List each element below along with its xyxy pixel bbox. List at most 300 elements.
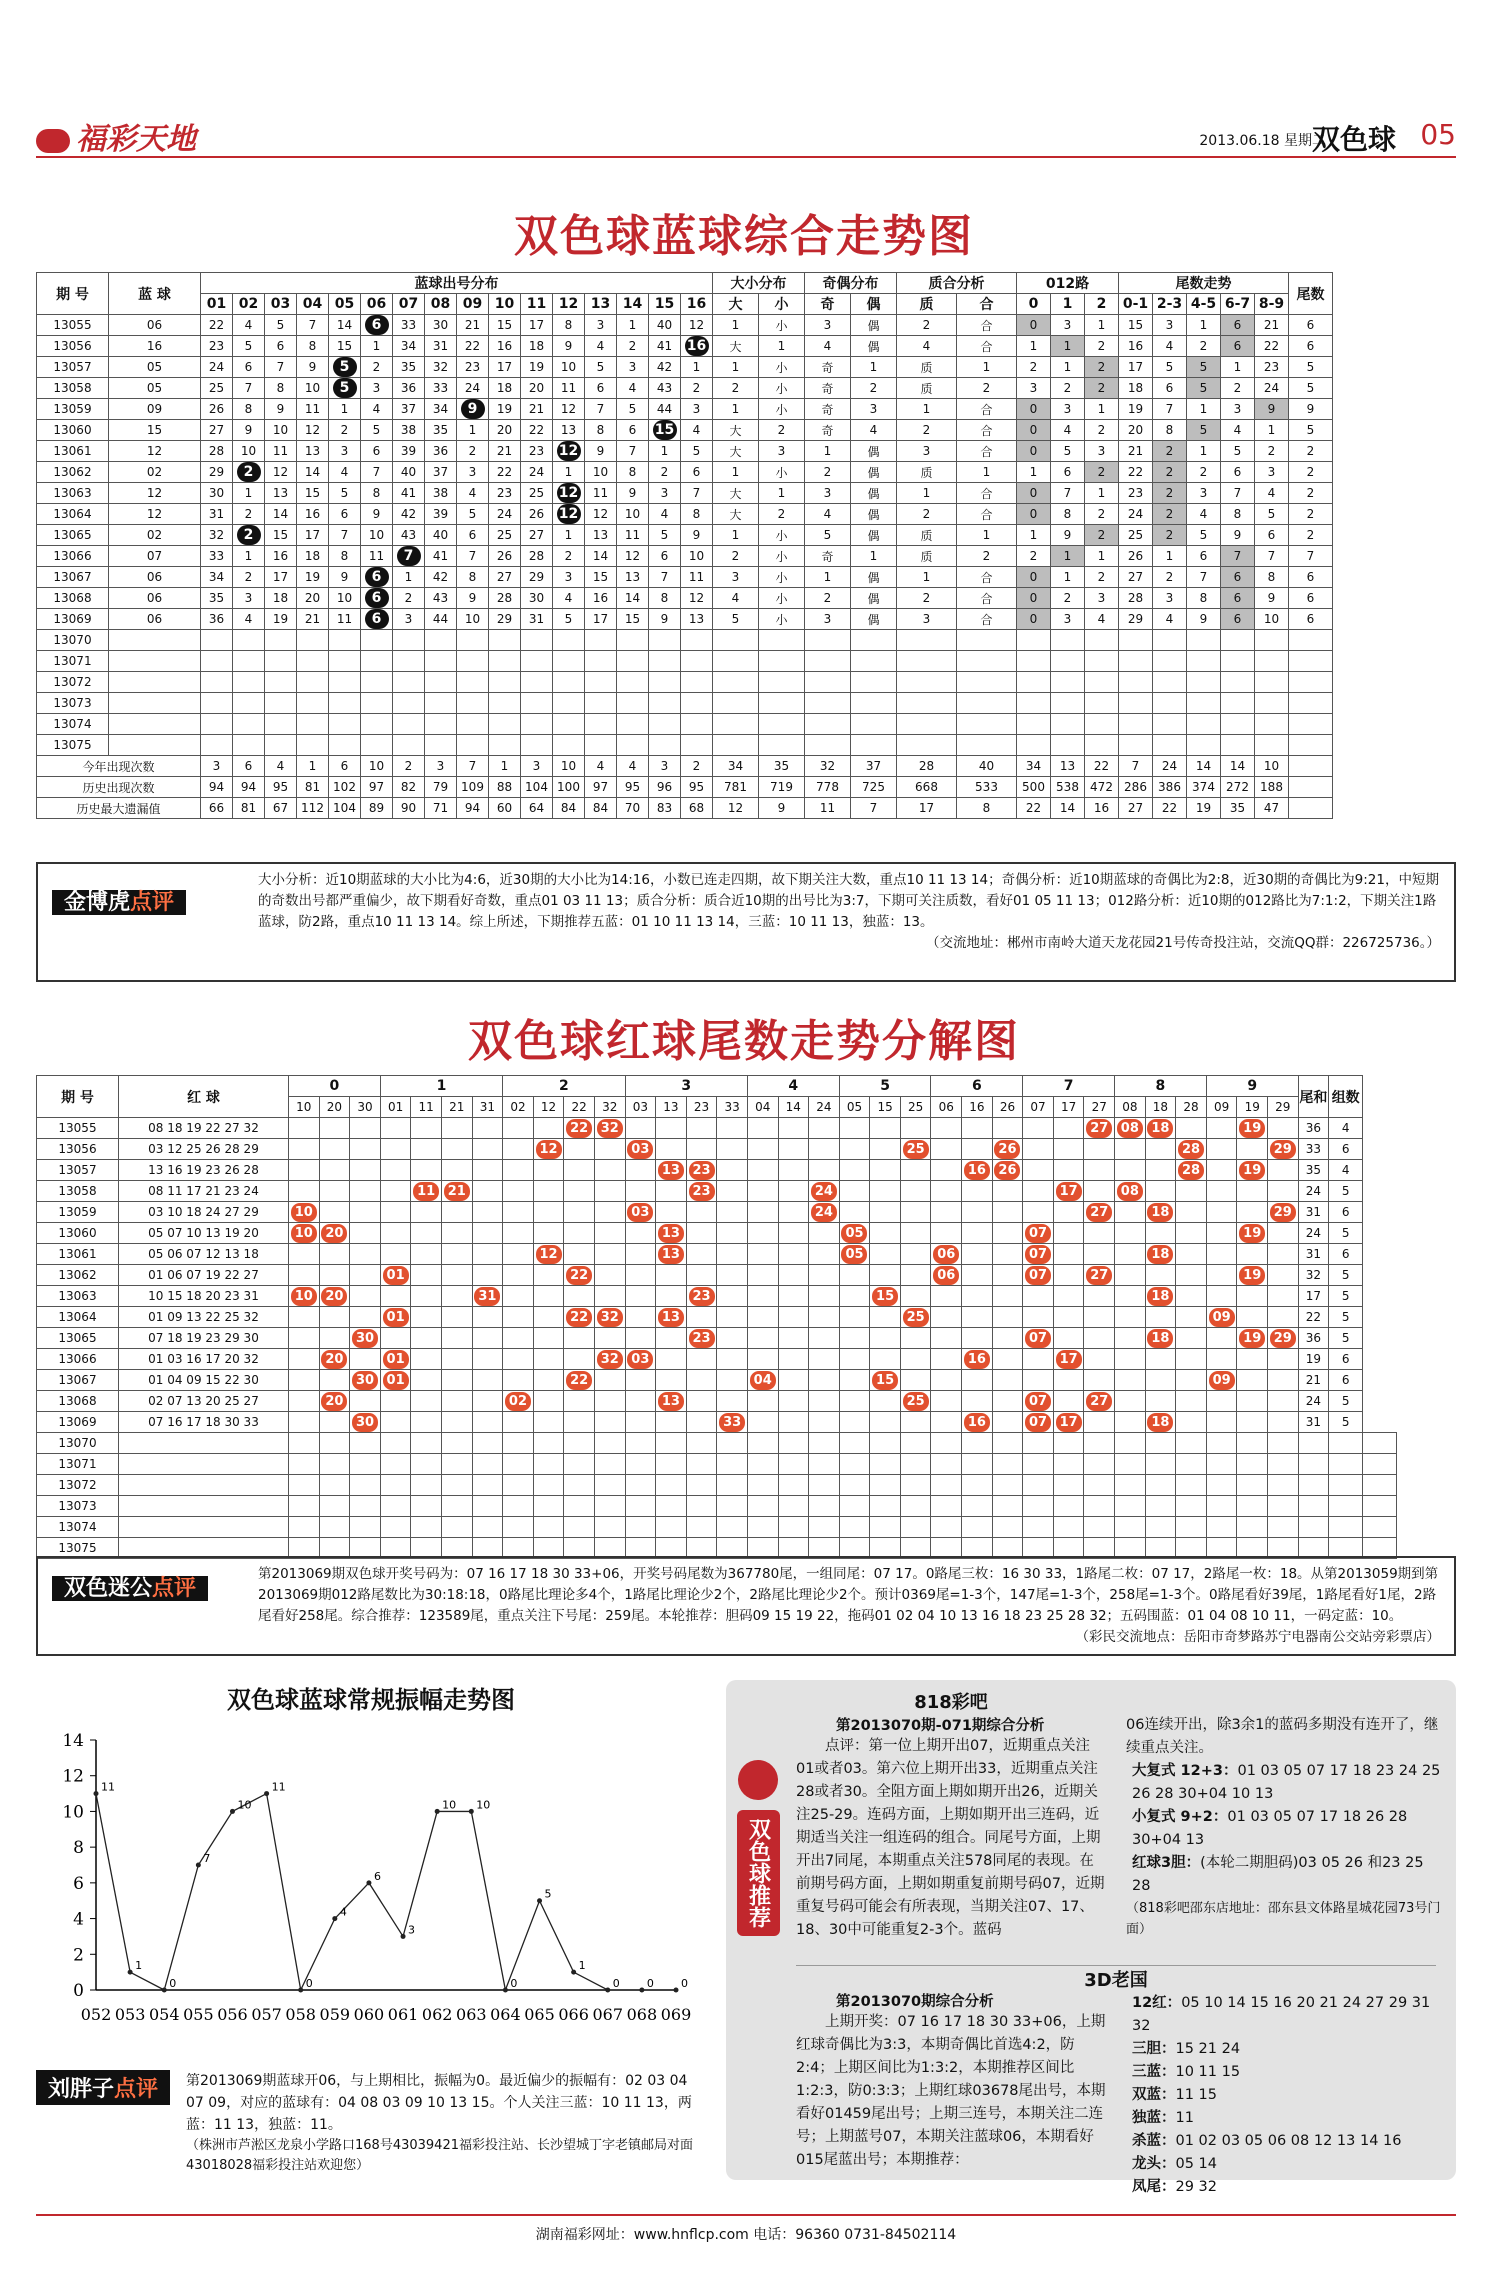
data-point [571, 1970, 576, 1975]
table-cell: 7 [457, 756, 489, 777]
table-cell: 9 [361, 504, 393, 525]
table-cell [380, 1202, 411, 1223]
table-cell: 29 [521, 567, 553, 588]
table-cell: 500 [1017, 777, 1051, 798]
hit-cell [289, 1202, 320, 1223]
table-cell: 1 [1221, 357, 1255, 378]
table-cell [931, 1181, 962, 1202]
table-cell [900, 1286, 931, 1307]
table-cell: 7 [1187, 567, 1221, 588]
table-cell: 10 [361, 756, 393, 777]
hit-cell [625, 1202, 656, 1223]
table-cell [533, 1202, 564, 1223]
col-bigsmall: 大小分布 [713, 273, 805, 294]
table-cell: 1 [897, 567, 957, 588]
pick-line [1126, 2061, 1441, 2084]
table-cell: 6 [329, 756, 361, 777]
red-ball-mark: 23 [689, 1287, 715, 1306]
y-tick-label: 10 [62, 1802, 84, 1823]
table-cell [747, 1160, 778, 1181]
table-cell: 3 [1051, 609, 1085, 630]
table-cell: 41 [393, 483, 425, 504]
table-cell [297, 630, 329, 651]
table-cell [656, 1181, 687, 1202]
table-cell [1051, 714, 1085, 735]
red-ball-mark: 25 [903, 1308, 929, 1327]
table-cell: 24 [457, 378, 489, 399]
blue-ball-mark: 16 [685, 336, 709, 356]
table-cell: 1 [1187, 441, 1221, 462]
table-cell [411, 1391, 442, 1412]
pick-key: 杀蓝： [1132, 2133, 1176, 2149]
hit-cell [594, 1307, 625, 1328]
table-cell: 1 [1085, 546, 1119, 567]
hit-cell [361, 315, 393, 336]
group-cell: 6 [1329, 1370, 1363, 1391]
table-cell [289, 1475, 320, 1496]
table-cell [411, 1307, 442, 1328]
period-cell: 13064 [37, 1307, 119, 1328]
table-cell [839, 1349, 870, 1370]
table-cell: 27 [201, 420, 233, 441]
table-cell: 20 [297, 588, 329, 609]
table-cell [1289, 651, 1333, 672]
data-point [264, 1791, 269, 1796]
red-ball-mark: 03 [627, 1140, 653, 1159]
table-cell [329, 651, 361, 672]
red-numbers-cell: 03 10 18 24 27 29 [119, 1202, 289, 1223]
table-cell: 2 [957, 546, 1017, 567]
table-cell [957, 672, 1017, 693]
table-cell: 36 [425, 441, 457, 462]
table-cell: 1 [957, 462, 1017, 483]
pick-line [1126, 2153, 1441, 2176]
table-cell: 2 [393, 588, 425, 609]
table-cell: 2 [1153, 441, 1187, 462]
table-cell [686, 1433, 717, 1454]
table-cell [1145, 1349, 1176, 1370]
logo-text: 福彩天地 [76, 122, 196, 157]
table-cell [201, 735, 233, 756]
table-cell [533, 1496, 564, 1517]
table-cell: 8 [361, 483, 393, 504]
table-cell: 13 [297, 441, 329, 462]
table-cell: 7 [1119, 756, 1153, 777]
table-cell [1268, 1349, 1299, 1370]
table-cell [553, 735, 585, 756]
group-cell: 5 [1329, 1328, 1363, 1349]
table-cell [1237, 1454, 1268, 1475]
table-cell: 24 [1153, 756, 1187, 777]
table-cell [457, 672, 489, 693]
col-num: 06 [361, 294, 393, 315]
table-cell [1363, 1475, 1397, 1496]
pick-key: 三胆： [1132, 2041, 1176, 2057]
col-num: 11 [521, 294, 553, 315]
table-cell: 13 [681, 609, 713, 630]
table-cell: 1 [1153, 546, 1187, 567]
table-cell [809, 1286, 840, 1307]
hit-cell [1237, 1223, 1268, 1244]
period-cell: 13075 [37, 735, 109, 756]
red-ball-mark: 27 [1086, 1266, 1112, 1285]
table-cell [1053, 1454, 1084, 1475]
table-cell: 11 [329, 609, 361, 630]
table-cell [472, 1244, 503, 1265]
table-cell [992, 1328, 1023, 1349]
table-cell: 奇 [805, 378, 851, 399]
red-ball-mark: 30 [352, 1413, 378, 1432]
table-cell: 2 [617, 336, 649, 357]
table-cell [411, 1202, 442, 1223]
blue-ball-mark: 2 [237, 525, 261, 545]
table-cell [350, 1391, 381, 1412]
y-tick-label: 2 [73, 1945, 84, 1966]
table-cell: 7 [1153, 399, 1187, 420]
table-cell: 12 [617, 546, 649, 567]
blue-number-cell: 15 [109, 420, 201, 441]
table-cell [1221, 651, 1255, 672]
table-cell: 42 [425, 567, 457, 588]
table-cell: 3 [681, 399, 713, 420]
period-cell: 13056 [37, 1139, 119, 1160]
table-cell: 6 [585, 378, 617, 399]
table-cell: 29 [201, 462, 233, 483]
table-cell [380, 1160, 411, 1181]
table-cell [594, 1496, 625, 1517]
table-cell [503, 1307, 534, 1328]
red-numbers-cell: 01 09 13 22 25 32 [119, 1307, 289, 1328]
hit-cell [1145, 1244, 1176, 1265]
table-cell [441, 1412, 472, 1433]
table-cell: 6 [1153, 378, 1187, 399]
table-cell: 12 [553, 399, 585, 420]
table-cell: 3 [1017, 378, 1051, 399]
table-cell [778, 1349, 809, 1370]
page-footer: 湖南福彩网址：www.hnflcp.com 电话：96360 0731-84502114 [36, 2214, 1456, 2244]
table-cell: 8 [1255, 567, 1289, 588]
table-cell: 5 [1255, 504, 1289, 525]
table-cell [585, 735, 617, 756]
table-cell: 29 [1119, 609, 1153, 630]
table-cell: 8 [1221, 504, 1255, 525]
hit-cell [625, 1349, 656, 1370]
table-cell [957, 630, 1017, 651]
table-cell [594, 1391, 625, 1412]
table-cell: 36 [393, 378, 425, 399]
red-numbers-cell: 01 03 16 17 20 32 [119, 1349, 289, 1370]
table-cell [350, 1223, 381, 1244]
table-cell: 3 [329, 441, 361, 462]
table-cell [1023, 1349, 1054, 1370]
table-cell [1017, 651, 1051, 672]
table-cell: 7 [297, 315, 329, 336]
table-cell: 7 [649, 567, 681, 588]
pick-line [1126, 2176, 1441, 2199]
table-cell [1115, 1517, 1146, 1538]
table-cell: 668 [897, 777, 957, 798]
table-cell [809, 1244, 840, 1265]
table-cell [747, 1265, 778, 1286]
col-sub: 22 [564, 1097, 595, 1118]
table-cell: 24 [1255, 378, 1289, 399]
table-cell [992, 1475, 1023, 1496]
column-3d [796, 1990, 1106, 2172]
table-cell: 6 [329, 504, 361, 525]
table-cell [625, 1412, 656, 1433]
table-cell [1053, 1118, 1084, 1139]
table-cell: 12 [585, 504, 617, 525]
tail-cell: 5 [1289, 378, 1333, 399]
table-cell: 26 [521, 504, 553, 525]
table-cell [441, 1517, 472, 1538]
column-text: 点评：第一位上期开出07，近期重点关注01或者03。第六位上期开出33，近期重点关注28或者30。全阻方面上期如期开出26，近期关注25-29。连码方面，上期如期开出三连码，近期适当关注一组连码的组合。同尾号方面，上期开出7同尾，本期重点关注578同尾的表现。在前期号码方面，上期如期重复前期号码07，近期重复号码可能会有所表现，当期关注07、17、18、30中可能重复2-3个。蓝码 [796, 1738, 1105, 1938]
table-cell: 5 [457, 504, 489, 525]
table-cell [759, 735, 805, 756]
table-cell [319, 1433, 350, 1454]
table-row [37, 672, 1333, 693]
table-cell [686, 1307, 717, 1328]
table-cell [350, 1202, 381, 1223]
col-sub: 13 [656, 1097, 687, 1118]
table-cell [265, 714, 297, 735]
blue-trend-table-wrap [36, 272, 1333, 819]
table-cell: 1 [1051, 357, 1085, 378]
commentator-tag: 双色迷公点评 [52, 1576, 208, 1601]
red-ball-mark: 16 [964, 1413, 990, 1432]
vertical-tag: 双色球推荐 [737, 1810, 780, 1936]
table-cell [201, 651, 233, 672]
table-cell: 42 [393, 504, 425, 525]
table-cell: 2 [1153, 483, 1187, 504]
table-cell: 3 [1153, 315, 1187, 336]
table-cell [1053, 1202, 1084, 1223]
table-cell: 6 [1255, 525, 1289, 546]
period-cell: 13056 [37, 336, 109, 357]
table-cell [957, 651, 1017, 672]
table-row [37, 714, 1333, 735]
table-cell [521, 693, 553, 714]
table-cell [289, 1139, 320, 1160]
table-cell: 5 [1187, 357, 1221, 378]
table-cell: 3 [1187, 483, 1221, 504]
table-row [37, 1370, 1397, 1391]
table-cell: 102 [329, 777, 361, 798]
table-cell: 33 [425, 378, 457, 399]
table-cell: 5 [713, 609, 759, 630]
hit-cell [1176, 1139, 1207, 1160]
red-ball-mark: 27 [1086, 1203, 1112, 1222]
table-cell [594, 1139, 625, 1160]
table-cell [594, 1160, 625, 1181]
red-ball-mark: 02 [505, 1392, 531, 1411]
table-cell [411, 1412, 442, 1433]
table-cell [119, 1433, 289, 1454]
table-cell: 19 [1119, 399, 1153, 420]
red-ball-mark: 15 [872, 1287, 898, 1306]
amplitude-chart [36, 1720, 706, 2060]
table-cell [1289, 735, 1333, 756]
red-ball-mark: 05 [841, 1224, 867, 1243]
red-ball-mark: 19 [1239, 1161, 1265, 1180]
col-sub: 11 [411, 1097, 442, 1118]
table-cell [931, 1412, 962, 1433]
hit-cell [1145, 1412, 1176, 1433]
table-cell [1145, 1370, 1176, 1391]
red-ball-mark: 09 [1209, 1308, 1235, 1327]
table-cell: 23 [201, 336, 233, 357]
hit-cell [393, 546, 425, 567]
table-cell: 8 [297, 336, 329, 357]
pick-value: 11 [1175, 2110, 1194, 2126]
table-cell [992, 1370, 1023, 1391]
table-cell [717, 1160, 748, 1181]
tail-cell: 7 [1289, 546, 1333, 567]
table-cell: 12 [713, 798, 759, 819]
table-cell [992, 1517, 1023, 1538]
table-cell: 1 [649, 441, 681, 462]
table-cell [319, 1412, 350, 1433]
table-cell [747, 1202, 778, 1223]
red-ball-mark: 22 [566, 1266, 592, 1285]
table-cell: 19 [297, 567, 329, 588]
tail-cell: 2 [1289, 504, 1333, 525]
col-sub: 6-7 [1221, 294, 1255, 315]
table-cell [1084, 1454, 1115, 1475]
data-label: 7 [203, 1852, 211, 1865]
table-cell: 4 [361, 399, 393, 420]
sum-cell: 24 [1298, 1223, 1329, 1244]
table-cell [441, 1139, 472, 1160]
table-cell [1176, 1286, 1207, 1307]
table-row [37, 378, 1333, 399]
table-cell [957, 714, 1017, 735]
data-label: 5 [544, 1887, 552, 1901]
table-cell: 41 [425, 546, 457, 567]
x-tick-label: 061 [387, 2005, 419, 2024]
table-cell [717, 1139, 748, 1160]
table-cell: 8 [1153, 420, 1187, 441]
table-row [37, 1265, 1397, 1286]
blue-number-cell: 02 [109, 462, 201, 483]
pick-line [1126, 2084, 1441, 2107]
table-cell [717, 1475, 748, 1496]
table-cell [747, 1223, 778, 1244]
table-cell: 1 [851, 357, 897, 378]
table-cell: 24 [489, 504, 521, 525]
red-ball-mark: 01 [383, 1350, 409, 1369]
table-cell: 14 [1051, 798, 1085, 819]
hit-cell [839, 1244, 870, 1265]
pick-value: 11 15 [1175, 2087, 1218, 2103]
table-cell [839, 1139, 870, 1160]
table-cell [265, 630, 297, 651]
table-cell: 1 [713, 525, 759, 546]
table-cell [553, 693, 585, 714]
tail-cell: 9 [1289, 399, 1333, 420]
hit-cell [656, 1160, 687, 1181]
table-cell [411, 1496, 442, 1517]
page-header [36, 108, 1456, 158]
blue-chart-title: 双色球蓝球综合走势图 [514, 211, 974, 262]
table-cell [1085, 630, 1119, 651]
table-cell [564, 1160, 595, 1181]
table-cell [329, 693, 361, 714]
table-cell [809, 1328, 840, 1349]
table-cell: 23 [1255, 357, 1289, 378]
table-cell [931, 1328, 962, 1349]
period-cell: 13068 [37, 588, 109, 609]
table-cell [1221, 693, 1255, 714]
table-cell: 3 [805, 609, 851, 630]
picks-3d [1126, 1992, 1441, 2199]
table-cell: 10 [265, 420, 297, 441]
table-cell [361, 630, 393, 651]
table-cell: 30 [201, 483, 233, 504]
table-row [37, 1496, 1397, 1517]
table-cell [1329, 1454, 1363, 1475]
table-cell [411, 1370, 442, 1391]
table-cell: 6 [1221, 462, 1255, 483]
table-cell: 34 [425, 399, 457, 420]
table-cell [503, 1286, 534, 1307]
table-cell: 1 [957, 357, 1017, 378]
table-cell [778, 1475, 809, 1496]
table-cell [656, 1454, 687, 1475]
red-ball-mark: 19 [1239, 1266, 1265, 1285]
hit-cell [319, 1286, 350, 1307]
col-period: 期 号 [37, 273, 109, 315]
col-sub: 10 [289, 1097, 320, 1118]
table-cell [1023, 1475, 1054, 1496]
table-cell [1051, 651, 1085, 672]
table-cell: 2 [1187, 462, 1221, 483]
period-cell: 13057 [37, 357, 109, 378]
table-cell [1053, 1244, 1084, 1265]
hit-cell [839, 1223, 870, 1244]
table-cell: 37 [393, 399, 425, 420]
table-cell: 6 [617, 420, 649, 441]
period-cell: 13062 [37, 1265, 119, 1286]
table-cell: 8 [649, 588, 681, 609]
table-cell: 386 [1153, 777, 1187, 798]
table-cell [839, 1370, 870, 1391]
table-cell: 1 [1051, 567, 1085, 588]
hit-cell [1084, 1391, 1115, 1412]
data-point [605, 1988, 610, 1993]
col-sub: 07 [1023, 1097, 1054, 1118]
table-cell [1363, 1496, 1397, 1517]
table-cell: 97 [585, 777, 617, 798]
table-cell: 6 [457, 525, 489, 546]
table-cell [1153, 672, 1187, 693]
table-cell [778, 1265, 809, 1286]
hit-cell [900, 1139, 931, 1160]
table-cell [533, 1223, 564, 1244]
table-cell: 10 [233, 441, 265, 462]
table-cell [839, 1160, 870, 1181]
hit-cell [1206, 1370, 1237, 1391]
table-cell [319, 1244, 350, 1265]
table-cell: 39 [393, 441, 425, 462]
table-cell: 12 [297, 420, 329, 441]
table-cell: 11 [553, 378, 585, 399]
table-cell [897, 672, 957, 693]
table-cell [472, 1517, 503, 1538]
table-cell [350, 1433, 381, 1454]
table-cell [1255, 714, 1289, 735]
table-cell: 6 [1221, 588, 1255, 609]
